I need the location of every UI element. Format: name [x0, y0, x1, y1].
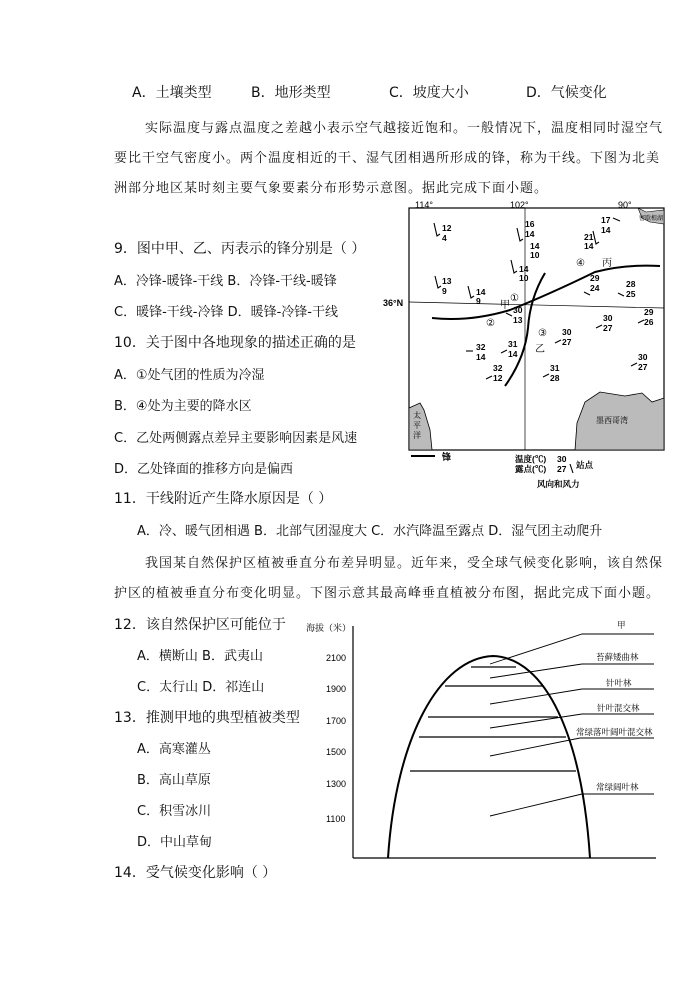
- station-14-temp: 30: [562, 327, 572, 337]
- front-label-jia: 甲: [500, 300, 510, 311]
- pacific-label-2: 平: [413, 421, 421, 430]
- station-17-dew: 12: [493, 373, 503, 383]
- pacific-label-3: 洋: [413, 431, 421, 440]
- lon-90-label: 90°: [618, 200, 632, 210]
- lake-label: 密歇根湖: [639, 216, 664, 222]
- station-6-dew: 10: [519, 273, 529, 283]
- q10-option-d: D．乙处锋面的推移方向是偏西: [114, 462, 294, 477]
- passage2-line2: 护区的植被垂直分布变化明显。下图示意其最高峰垂直植被分布图，据此完成下面小题。: [114, 586, 661, 601]
- station-19-dew: 27: [638, 362, 648, 372]
- tick-2100: 2100: [326, 653, 347, 663]
- passage1-line2: 要比干空气密度小。两个温度相近的干、湿气团相遇所形成的锋，称为干线。下图为北美: [114, 151, 661, 166]
- pacific-label-1: 太: [413, 411, 421, 420]
- q13-option-d: D．中山草甸: [137, 835, 213, 850]
- legend-dew-label: 露点(℃): [515, 464, 547, 474]
- q9-stem: 9．图中甲、乙、丙表示的锋分别是（ ）: [114, 241, 366, 257]
- station-13-dew: 26: [644, 317, 654, 327]
- q10-option-c: C．乙处两侧露点差异主要影响因素是风速: [114, 431, 358, 446]
- zone-label-mixed-broadleaf: 常绿落叶阔叶混交林: [576, 727, 653, 737]
- q12-options-cd: C．太行山 D．祁连山: [137, 680, 265, 695]
- q9-options-cd: C．暖锋-干线-冷锋 D．暖锋-冷锋-干线: [114, 305, 338, 320]
- station-11-dew: 13: [513, 315, 523, 325]
- weather-map: [380, 198, 670, 494]
- station-1-dew: 4: [442, 233, 447, 243]
- tick-1100: 1100: [326, 814, 346, 824]
- station-7-temp: 13: [442, 276, 452, 286]
- leader-moss: [490, 664, 654, 678]
- station-5-temp: 21: [584, 232, 594, 242]
- station-14-dew: 27: [562, 337, 572, 347]
- front-label-yi: 乙: [535, 344, 545, 355]
- q13-stem: 13．推测甲地的典型植被类型: [114, 710, 300, 726]
- circle-label-1: ①: [510, 293, 519, 304]
- q14-stem: 14．受气候变化影响（ ）: [114, 865, 277, 881]
- legend-front-label: 锋: [442, 452, 452, 462]
- station-9-temp: 29: [590, 273, 600, 283]
- legend-wind-label: 风向和风力: [537, 479, 580, 489]
- passage1-line1: 实际温度与露点温度之差越小表示空气越接近饱和。一般情况下，温度相同时湿空气: [145, 121, 664, 136]
- station-18-dew: 28: [550, 373, 560, 383]
- station-19-temp: 30: [638, 352, 648, 362]
- passage2-line1: 我国某自然保护区植被垂直分布差异明显。近年来，受全球气候变化影响，该自然保: [145, 556, 664, 571]
- q10-option-a: A．①处气团的性质为冷湿: [114, 368, 265, 383]
- lat-36-label: 36°N: [383, 298, 404, 308]
- station-7-dew: 9: [442, 286, 447, 296]
- q12-options-ab: A．横断山 B．武夷山: [137, 649, 263, 664]
- prev-option-c: C．坡度大小: [389, 85, 469, 101]
- zone-label-conifer: 针叶林: [606, 678, 632, 688]
- q11-options: A．冷、暖气团相遇 B．北部气团湿度大 C．水汽降温至露点 D．湿气团主动爬升: [137, 524, 603, 539]
- station-4-temp: 17: [601, 215, 611, 225]
- station-16-temp: 31: [508, 339, 518, 349]
- tick-1500: 1500: [326, 747, 347, 757]
- q13-option-b: B．高山草原: [137, 773, 211, 788]
- lon-102-label: 102°: [510, 200, 529, 210]
- station-2-temp: 16: [525, 219, 535, 229]
- zone-label-moss: 苔藓矮曲林: [596, 652, 639, 662]
- zone-label-evergreen: 常绿阔叶林: [596, 782, 639, 792]
- tick-1300: 1300: [326, 779, 347, 789]
- station-3-temp: 14: [530, 241, 540, 251]
- zone-label-jia: 甲: [617, 620, 626, 630]
- station-8-temp: 14: [476, 287, 486, 297]
- tick-1900: 1900: [326, 684, 347, 694]
- q11-stem: 11．干线附近产生降水原因是（ ）: [114, 491, 333, 507]
- q13-option-a: A．高寒灌丛: [137, 742, 211, 757]
- station-18-temp: 31: [550, 363, 560, 373]
- zone-label-mixed-conifer: 针叶混交林: [597, 703, 640, 713]
- gulf-label: 墨西哥湾: [596, 416, 628, 425]
- station-6-temp: 14: [519, 264, 529, 274]
- station-15-dew: 14: [476, 352, 486, 362]
- leader-conifer: [490, 689, 654, 704]
- prev-option-a: A．土壤类型: [132, 85, 212, 101]
- q9-options-ab: A．冷锋-暖锋-干线 B．冷锋-干线-暖锋: [114, 274, 337, 289]
- legend-wind-barb: [570, 464, 573, 473]
- q10-stem: 10．关于图中各地现象的描述正确的是: [114, 335, 356, 351]
- altitude-axis-label: 海拔（米）: [306, 623, 352, 633]
- station-13-temp: 29: [644, 307, 654, 317]
- station-5-dew: 14: [584, 241, 594, 251]
- station-12-dew: 27: [603, 323, 613, 333]
- circle-label-4: ④: [576, 258, 585, 269]
- front-label-bing: 丙: [602, 258, 612, 269]
- station-9-dew: 24: [590, 283, 600, 293]
- leader-mixed-conifer: [490, 714, 654, 728]
- prev-option-b: B．地形类型: [251, 85, 331, 101]
- station-8-dew: 9: [476, 296, 481, 306]
- station-17-temp: 32: [493, 363, 503, 373]
- station-11-temp: 30: [513, 305, 523, 315]
- tick-1700: 1700: [326, 716, 347, 726]
- prev-option-d: D．气候变化: [526, 85, 607, 101]
- legend-station-label: 站点: [576, 460, 594, 470]
- q12-stem: 12．该自然保护区可能位于: [114, 617, 286, 633]
- circle-label-2: ②: [486, 318, 495, 329]
- station-2-dew: 14: [525, 229, 535, 239]
- station-10-temp: 28: [626, 279, 636, 289]
- q13-option-c: C．积雪冰川: [137, 804, 212, 819]
- station-4-dew: 14: [601, 225, 611, 235]
- passage1-line3: 洲部分地区某时刻主要气象要素分布形势示意图。据此完成下面小题。: [114, 181, 549, 196]
- leader-evergreen: [490, 794, 654, 816]
- legend-temp-label: 温度(℃): [515, 454, 547, 464]
- station-15-temp: 32: [476, 342, 486, 352]
- station-3-dew: 10: [530, 250, 540, 260]
- legend-temp-value: 30: [557, 454, 567, 464]
- lon-114-label: 114°: [415, 200, 433, 210]
- station-16-dew: 14: [508, 349, 518, 359]
- station-12-temp: 30: [603, 313, 613, 323]
- q10-option-b: B．④处为主要的降水区: [114, 399, 252, 414]
- station-10-dew: 25: [626, 289, 636, 299]
- station-1-temp: 12: [442, 223, 452, 233]
- mountain-diagram: [300, 616, 660, 864]
- legend-dew-value: 27: [557, 464, 567, 474]
- circle-label-3: ③: [538, 328, 547, 339]
